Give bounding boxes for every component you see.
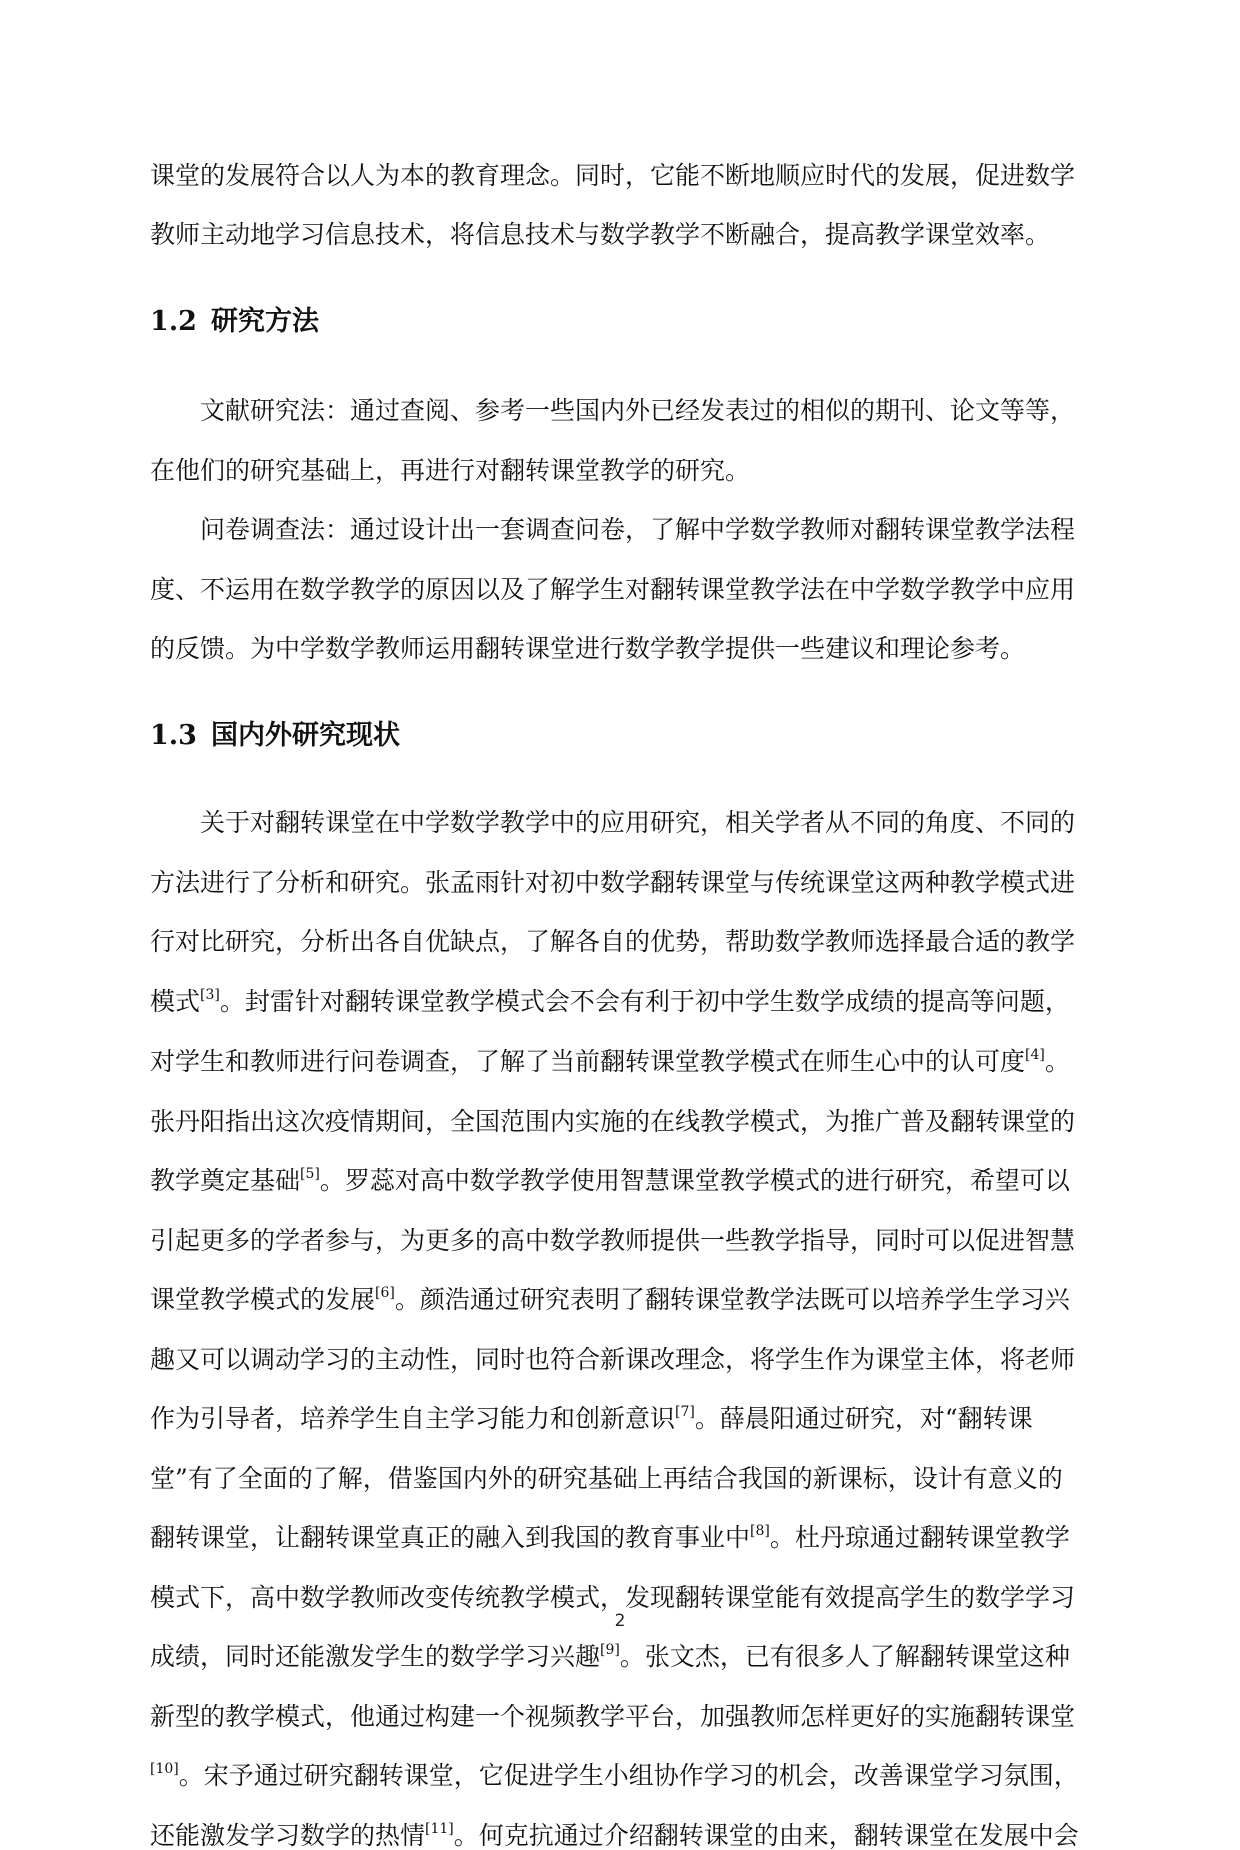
citation-ref: [11] [425,1820,454,1837]
method-paragraph-questionnaire [150,517,1090,661]
text-line: 引起更多的学者参与，为更多的高中数学教师提供一些教学指导，同时可以促进智慧 [150,1226,1076,1255]
citation-ref: [7] [675,1403,695,1420]
text-run: 教学奠定基础 [150,1166,301,1195]
text-run: 。张文杰，已有很多人了解翻转课堂这种 [619,1642,1070,1671]
text-run: 对学生和教师进行问卷调查，了解了当前翻转课堂教学模式在师生心中的认可度 [150,1047,1026,1076]
section-heading-1-3 [150,722,1090,750]
text-line [150,986,1090,1016]
text-line: 行对比研究，分析出各自优缺点，了解各自的优势，帮助数学教师选择最合适的教学 [150,927,1076,956]
text-line: 堂”有了全面的了解，借鉴国内外的研究基础上再结合我国的新课标，设计有意义的 [150,1464,1063,1493]
text-line [150,1046,1090,1076]
text-line: 文献研究法：通过查阅、参考一些国内外已经发表过的相似的期刊、论文等等， [200,396,1076,425]
text-run: 翻转课堂，让翻转课堂真正的融入到我国的教育事业中 [150,1523,751,1552]
text-line [150,1641,1090,1671]
text-line: 教师主动地学习信息技术，将信息技术与数学教学不断融合，提高教学课堂效率。 [150,220,1051,249]
text-line [150,1165,1090,1195]
citation-ref: [8] [750,1522,770,1539]
text-run: 还能激发学习数学的热情 [150,1821,426,1850]
text-run: 。颜浩通过研究表明了翻转课堂教学法既可以培养学生学习兴 [394,1285,1070,1314]
text-line [150,1403,1090,1433]
text-run: 。宋予通过研究翻转课堂，它促进学生小组协作学习的机会，改善课堂学习氛围， [178,1761,1079,1790]
text-line [150,1820,1090,1850]
text-line: 的反馈。为中学数学教师运用翻转课堂进行数学教学提供一些建议和理论参考。 [150,634,1026,663]
text-line: 度、不运用在数学教学的原因以及了解学生对翻转课堂教学法在中学数学教学中应用 [150,575,1076,604]
method-paragraph-literature [150,398,1090,483]
page-body [150,163,1090,1848]
citation-ref: [10] [150,1760,179,1777]
text-line [150,1760,1090,1790]
text-line: 模式下，高中数学教师改变传统教学模式，发现翻转课堂能有效提高学生的数学学习 [150,1583,1076,1612]
citation-ref: [3] [200,986,220,1003]
text-run: 。罗蕊对高中数学教学使用智慧课堂教学模式的进行研究，希望可以 [319,1166,1070,1195]
section-heading-1-2 [150,308,1090,336]
page-number: 2 [614,1611,626,1631]
text-line: 趣又可以调动学习的主动性，同时也符合新课改理念，将学生作为课堂主体，将老师 [150,1345,1076,1374]
text-run: 作为引导者，培养学生自主学习能力和创新意识 [150,1404,676,1433]
text-line [150,1284,1090,1314]
intro-paragraph [150,163,1090,247]
section-title: 研究方法 [210,306,319,337]
section-number: 1.3 [150,720,197,751]
research-status-paragraph [150,810,1090,1848]
section-title: 国内外研究现状 [210,720,400,751]
text-line: 在他们的研究基础上，再进行对翻转课堂教学的研究。 [150,456,751,485]
text-run: 。薛晨阳通过研究，对“翻转课 [694,1404,1033,1433]
text-run: 。封雷针对翻转课堂教学模式会不会有利于初中学生数学成绩的提高等问题， [219,987,1070,1016]
text-run: 模式 [150,987,201,1016]
text-line: 新型的教学模式，他通过构建一个视频教学平台，加强教师怎样更好的实施翻转课堂 [150,1702,1076,1731]
text-run: 。杜丹琼通过翻转课堂教学 [769,1523,1070,1552]
citation-ref: [4] [1025,1046,1045,1063]
citation-ref: [5] [300,1165,320,1182]
text-run: 课堂教学模式的发展 [150,1285,376,1314]
text-line: 关于对翻转课堂在中学数学教学中的应用研究，相关学者从不同的角度、不同的 [200,808,1076,837]
text-run: 成绩，同时还能激发学生的数学学习兴趣 [150,1642,601,1671]
text-line: 张丹阳指出这次疫情期间，全国范围内实施的在线教学模式，为推广普及翻转课堂的 [150,1107,1076,1136]
citation-ref: [6] [375,1284,395,1301]
text-line: 课堂的发展符合以人为本的教育理念。同时，它能不断地顺应时代的发展，促进数学 [150,161,1076,190]
text-line: 问卷调查法：通过设计出一套调查问卷，了解中学数学教师对翻转课堂教学法程 [200,515,1076,544]
citation-ref: [9] [600,1641,620,1658]
text-run: 。何克抗通过介绍翻转课堂的由来，翻转课堂在发展中会 [453,1821,1079,1850]
text-line [150,1522,1090,1552]
text-line: 方法进行了分析和研究。张孟雨针对初中数学翻转课堂与传统课堂这两种教学模式进 [150,868,1076,897]
text-run: 。 [1044,1047,1070,1076]
section-number: 1.2 [150,306,197,337]
